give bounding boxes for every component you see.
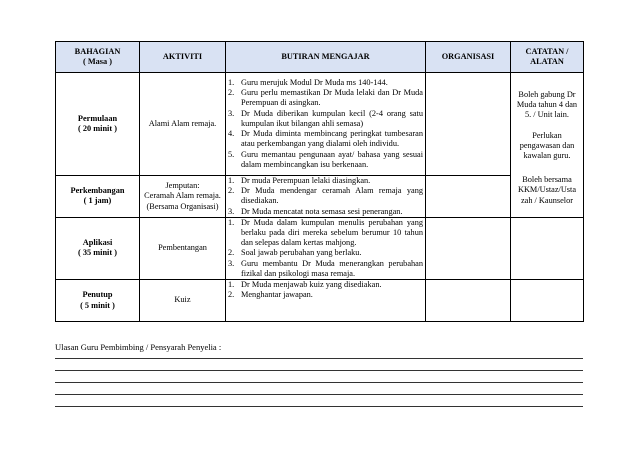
organisasi-cell	[426, 217, 511, 279]
aktiviti-cell	[140, 280, 226, 322]
aktiviti-cell	[140, 73, 226, 176]
list-item: 1. Dr muda Perempuan lelaki diasingkan.	[228, 176, 371, 185]
ulasan-writing-line	[55, 406, 583, 407]
butiran-cell	[226, 176, 426, 218]
aktiviti-text: Pembentangan	[158, 243, 207, 253]
bahagian-cell	[56, 280, 140, 322]
aktiviti-text: Alami Alam remaja.	[148, 118, 217, 128]
ulasan-label: Ulasan Guru Pembimbing / Pensyarah Penyelia :	[55, 342, 222, 352]
butiran-cell	[226, 280, 426, 322]
header-aktiviti: AKTIVITI	[140, 42, 226, 73]
bahagian-cell	[56, 73, 140, 176]
butiran-list	[228, 280, 423, 300]
list-item: 3. Dr Muda mencatat nota semasa sesi penerangan.	[228, 206, 403, 216]
bahagian-cell	[56, 217, 140, 279]
bahagian-cell	[56, 176, 140, 218]
catatan-text: Boleh bersama KKM/Ustaz/Usta zah / Kaunselor	[517, 175, 577, 205]
butiran-list	[228, 78, 423, 170]
aktiviti-text: Jemputan:	[165, 181, 200, 191]
bahagian-time: ( 1 jam)	[83, 196, 112, 206]
aktiviti-cell	[140, 217, 226, 279]
header-bahagian-line2: ( Masa )	[82, 57, 113, 66]
lesson-plan-table	[55, 41, 584, 322]
bahagian-time: ( 20 minit )	[78, 124, 117, 133]
catatan-cell	[511, 217, 584, 279]
organisasi-cell	[426, 280, 511, 322]
header-butiran: BUTIRAN MENGAJAR	[226, 42, 426, 73]
header-bahagian	[56, 42, 140, 73]
ulasan-writing-line	[55, 370, 583, 371]
catatan-cell	[511, 280, 584, 322]
table-row-perkembangan	[56, 176, 584, 218]
butiran-list	[228, 218, 423, 279]
list-item: 4. Dr Muda diminta membincang peringkat tumbesaran atau perkembangan yang dialami oleh individu.	[228, 129, 423, 149]
butiran-cell	[226, 73, 426, 176]
list-item: 2. Dr Muda mendengar ceramah Alam remaja yang disediakan.	[228, 186, 423, 206]
bahagian-name: Perkembangan	[70, 186, 125, 196]
header-catatan-line1: CATATAN /	[525, 47, 569, 56]
butiran-cell	[226, 217, 426, 279]
organisasi-cell	[426, 176, 511, 218]
catatan-text: Perlukan pengawasan dan kawalan guru.	[519, 130, 575, 160]
butiran-list	[228, 176, 423, 217]
list-item: 3. Guru membantu Dr Muda menerangkan perubahan fizikal dan psikologi masa remaja.	[228, 258, 423, 278]
bahagian-name: Penutup	[82, 290, 113, 300]
table-row-penutup	[56, 280, 584, 322]
header-catatan	[511, 42, 584, 73]
list-item: 3. Dr Muda diberikan kumpulan kecil (2-4 orang satu kumpulan ikut bilangan ahli semasa)	[228, 108, 423, 128]
organisasi-cell	[426, 73, 511, 176]
table-row-aplikasi	[56, 217, 584, 279]
header-catatan-line2: ALATAN	[530, 57, 564, 66]
aktiviti-text: Ceramah Alam remaja.	[144, 191, 221, 201]
aktiviti-text: Kuiz	[174, 295, 191, 305]
bahagian-time: ( 35 minit )	[78, 248, 117, 258]
header-bahagian-line1: BAHAGIAN	[74, 47, 121, 56]
list-item: 5. Guru memantau pengunaan ayat/ bahasa yang sesuai dalam membincangkan isu berkenaan.	[228, 149, 423, 169]
ulasan-writing-line	[55, 394, 583, 395]
catatan-text: Boleh gabung Dr Muda tahun 4 dan 5. / Unit lain.	[516, 89, 578, 120]
list-item: 2. Menghantar jawapan.	[228, 290, 313, 300]
list-item: 1. Dr Muda menjawab kuiz yang disediakan.	[228, 280, 382, 290]
ulasan-writing-line	[55, 358, 583, 359]
table-row-permulaan	[56, 73, 584, 176]
bahagian-name: Permulaan	[77, 113, 118, 123]
aktiviti-cell	[140, 176, 226, 218]
aktiviti-text: (Bersama Organisasi)	[146, 201, 219, 211]
list-item: 2. Guru perlu memastikan Dr Muda lelaki dan Dr Muda Perempuan di asingkan.	[228, 88, 423, 108]
table-header-row	[56, 42, 584, 73]
list-item: 2. Soal jawab perubahan yang berlaku.	[228, 248, 362, 258]
bahagian-time: ( 5 minit )	[80, 300, 115, 310]
catatan-cell	[511, 73, 584, 218]
bahagian-name: Aplikasi	[82, 238, 113, 248]
list-item: 1. Dr Muda dalam kumpulan menulis perubahan yang berlaku pada diri mereka sebelum berumur 10 tahun dan selepas dalam kertas mahjong.	[228, 217, 423, 248]
ulasan-writing-line	[55, 382, 583, 383]
list-item: 1. Guru merujuk Modul Dr Muda ms 140-144.	[228, 78, 388, 88]
header-organisasi: ORGANISASI	[426, 42, 511, 73]
